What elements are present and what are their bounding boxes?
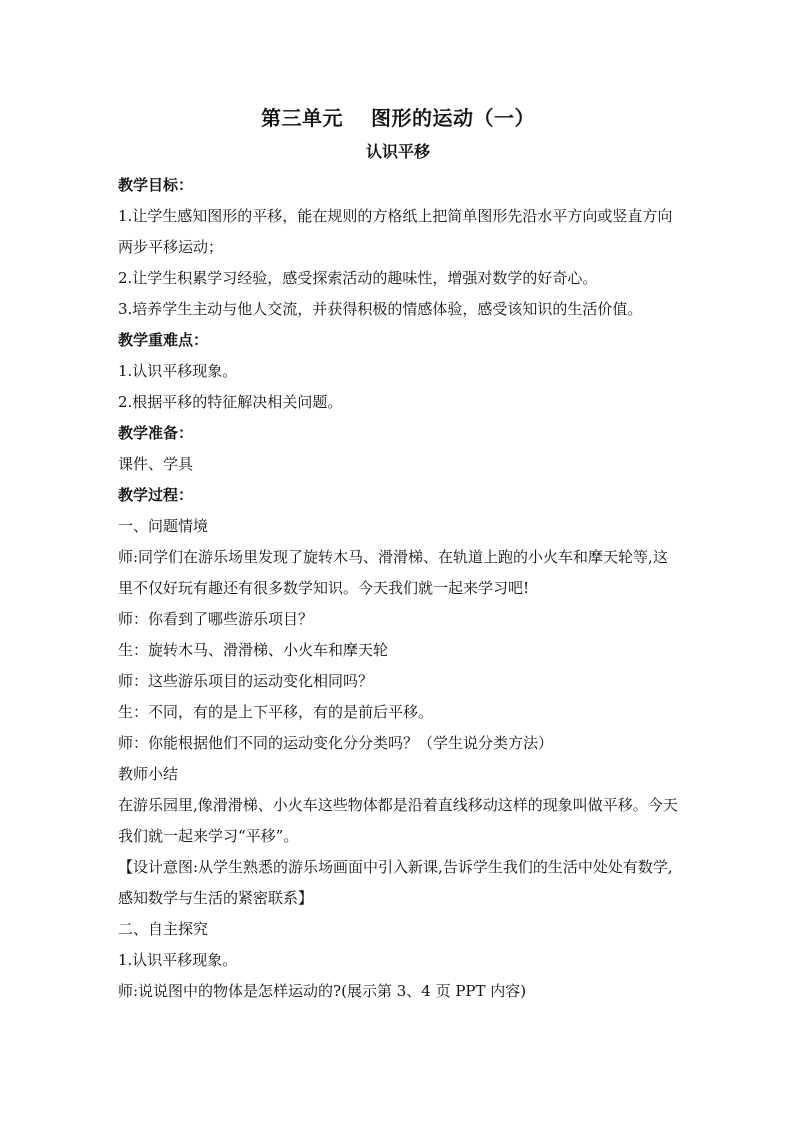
dialog-4: 师：这些游乐项目的运动变化相同吗？: [118, 672, 374, 690]
preparation-heading: 教学准备：: [118, 424, 194, 442]
dialog-2: 师：你看到了哪些游乐项目？: [118, 610, 314, 628]
key-point-1: 1.认识平移现象。: [118, 362, 238, 380]
lesson-title: 认识平移: [365, 142, 430, 161]
objective-2: 2.让学生积累学习经验，感受探索活动的趣味性，增强对数学的好奇心。: [118, 269, 598, 287]
sub-1: 1.认识平移现象。: [118, 951, 238, 969]
unit-title-part1: 第三单元: [261, 106, 343, 130]
key-points-heading: 教学重难点：: [118, 331, 209, 349]
dialog-7: 师:说说图中的物体是怎样运动的?(展示第 3、4 页 PPT 内容): [118, 982, 527, 1000]
objectives-heading: 教学目标：: [118, 176, 194, 194]
objective-1: 1.让学生感知图形的平移，能在规则的方格纸上把简单图形先沿水平方向或竖直方向两步平移运动；: [118, 207, 673, 256]
preparation-text: 课件、学具: [118, 455, 194, 473]
summary-text: 在游乐园里,像滑滑梯、小火车这些物体都是沿着直线移动这样的现象叫做平移。今天我们就一起来学习“平移”。: [118, 796, 678, 845]
key-point-2: 2.根据平移的特征解决相关问题。: [118, 393, 343, 411]
dialog-3: 生：旋转木马、滑滑梯、小火车和摩天轮: [118, 641, 389, 659]
unit-title-part2: 图形的运动（一）: [371, 106, 535, 130]
document-page: [118, 100, 678, 1007]
unit-title: [118, 100, 678, 136]
objective-3: 3.培养学生主动与他人交流，并获得积极的情感体验，感受该知识的生活价值。: [118, 300, 643, 318]
process-heading: 教学过程：: [118, 486, 194, 504]
dialog-5: 生：不同，有的是上下平移，有的是前后平移。: [118, 703, 434, 721]
dialog-1: 师:同学们在游乐场里发现了旋转木马、滑滑梯、在轨道上跑的小火车和摩天轮等,这里不仅好玩有趣还有很多数学知识。今天我们就一起来学习吧!: [118, 548, 668, 597]
design-intent: 【设计意图:从学生熟悉的游乐场画面中引入新课,告诉学生我们的生活中处处有数学,感知数学与生活的紧密联系】: [118, 858, 673, 907]
section-2-title: 二、自主探究: [118, 920, 209, 938]
teacher-summary-label: 教师小结: [118, 765, 179, 783]
dialog-6: 师：你能根据他们不同的运动变化分分类吗？（学生说分类方法）: [118, 734, 554, 752]
section-1-title: 一、问题情境: [118, 517, 209, 535]
